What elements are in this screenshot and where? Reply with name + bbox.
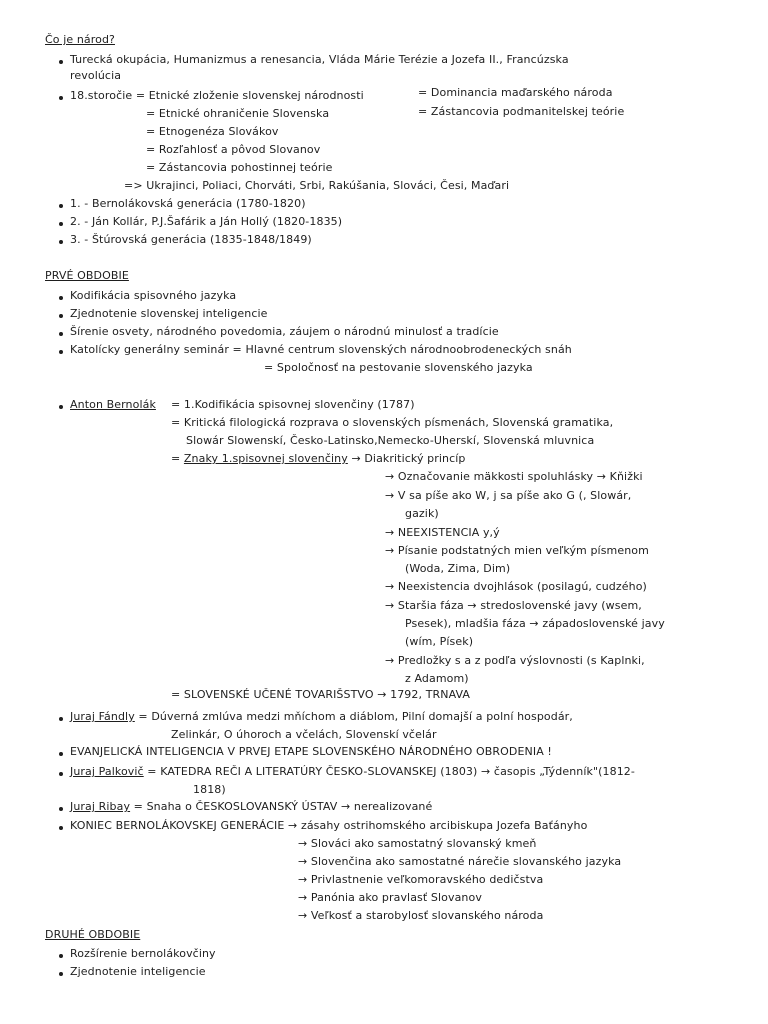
list-item: Rozšírenie bernolákovčiny — [70, 947, 216, 960]
sub-line: = SLOVENSKÉ UČENÉ TOVARIŠSTVO → 1792, TRNAVA — [171, 688, 471, 701]
arrow-line: → V sa píše ako W, j sa píše ako G (, Slowár, — [385, 489, 632, 502]
bullet — [59, 60, 63, 64]
arrow-line-cont: gazik) — [405, 507, 439, 520]
bullet — [59, 296, 63, 300]
list-item: KONIEC BERNOLÁKOVSKEJ GENERÁCIE → zásahy ostrihomského arcibiskupa Jozefa Baťányho — [70, 819, 588, 832]
bullet — [59, 807, 63, 811]
list-item: Turecká okupácia, Humanizmus a renesancia, Vláda Márie Terézie a Jozefa II., Francúzska — [70, 53, 569, 66]
arrow-line: → Veľkosť a starobylosť slovanského národa — [298, 909, 544, 922]
person-name-ribay: Juraj Ribay — [70, 800, 131, 813]
sub-line: = Rozľahlosť a pôvod Slovanov — [146, 143, 321, 156]
arrow-line: → Predložky s a z podľa výslovnosti (s Kaplnki, — [385, 654, 645, 667]
sub-line: = Etnogenéza Slovákov — [146, 125, 279, 138]
sub-line: = Etnické ohraničenie Slovenska — [146, 107, 330, 120]
sub-line: Slowár Slowenskí, Česko-Latinsko,Nemecko-Uherskí, Slovenská mluvnica — [186, 434, 595, 447]
list-item: EVANJELICKÁ INTELIGENCIA V PRVEJ ETAPE SLOVENSKÉHO NÁRODNÉHO OBRODENIA ! — [70, 745, 552, 758]
section-heading-co-je-narod: Čo je národ? — [45, 33, 115, 46]
sub-line: = Kritická filologická rozprava o slovenských písmenách, Slovenská gramatika, — [171, 416, 614, 429]
arrow-line-cont: z Adamom) — [405, 672, 469, 685]
arrow-line: → Slováci ako samostatný slovanský kmeň — [298, 837, 537, 850]
bullet — [59, 772, 63, 776]
list-item-fandly — [70, 708, 573, 726]
arrow-line: → NEEXISTENCIA y,ý — [385, 526, 500, 539]
list-item: Zjednotenie inteligencie — [70, 965, 206, 978]
list-item: 18.storočie = Etnické zloženie slovenskej národnosti — [70, 89, 364, 102]
arrow-line: → Slovenčina ako samostatné nárečie slovanského jazyka — [298, 855, 622, 868]
list-item: 3. - Štúrovská generácia (1835-1848/1849) — [70, 233, 312, 246]
list-item: Šírenie osvety, národného povedomia, záujem o národnú minulosť a tradície — [70, 325, 499, 338]
list-item: Katolícky generálny seminár = Hlavné centrum slovenských národnoobrodeneckých snáh — [70, 343, 572, 356]
bullet — [59, 314, 63, 318]
equals-sign: = — [171, 452, 184, 465]
bullet — [59, 204, 63, 208]
bullet — [59, 350, 63, 354]
section-heading-prve-obdobie: PRVÉ OBDOBIE — [45, 269, 129, 282]
bullet — [59, 240, 63, 244]
person-name-fandly: Juraj Fándly — [70, 710, 135, 723]
arrow-line-cont: (wím, Písek) — [405, 635, 474, 648]
bullet — [59, 826, 63, 830]
list-item-right-note: = Zástancovia podmanitelskej teórie — [418, 105, 625, 118]
list-item-continuation: 1818) — [193, 783, 226, 796]
znaky-heading: Znaky 1.spisovnej slovenčiny — [183, 452, 348, 465]
arrow-line: → Panónia ako pravlasť Slovanov — [298, 891, 482, 904]
bullet — [59, 405, 63, 409]
arrow-line-cont: Psesek), mladšia fáza → západoslovenské javy — [405, 617, 665, 630]
bullet — [59, 96, 63, 100]
arrow-line: → Privlastnenie veľkomoravského dedičstva — [298, 873, 544, 886]
ribay-text: = Snaha o ČESKOSLOVANSKÝ ÚSTAV → nerealizované — [130, 800, 433, 813]
palkovic-text: = KATEDRA REČI A LITERATÚRY ČESKO-SLOVANSKEJ (1803) → časopis „Týdenník"(1812- — [143, 765, 635, 778]
bullet — [59, 752, 63, 756]
arrow-line: → Staršia fáza → stredoslovenské javy (wsem, — [385, 599, 642, 612]
fandly-text: = Dúverná zmlúva medzi mňíchom a diáblom, Pilní domajší a polní hospodár, — [134, 710, 573, 723]
list-item-continuation: Zelinkár, O úhoroch a včelách, Slovenskí včelár — [171, 728, 437, 741]
list-item-palkovic — [70, 763, 635, 781]
arrow-line: → Neexistencia dvojhlások (posilagú, cudzého) — [385, 580, 647, 593]
arrow-line: → Písanie podstatných mien veľkým písmenom — [385, 544, 649, 557]
bullet — [59, 717, 63, 721]
list-item-ribay — [70, 798, 432, 816]
list-item: 2. - Ján Kollár, P.J.Šafárik a Ján Hollý (1820-1835) — [70, 215, 343, 228]
list-item: 1. - Bernolákovská generácia (1780-1820) — [70, 197, 306, 210]
bullet — [59, 332, 63, 336]
bullet — [59, 972, 63, 976]
bullet — [59, 954, 63, 958]
list-item: Kodifikácia spisovného jazyka — [70, 289, 237, 302]
sub-line: = Zástancovia pohostinnej teórie — [146, 161, 333, 174]
sub-line: => Ukrajinci, Poliaci, Chorváti, Srbi, Rakúšania, Slováci, Česi, Maďari — [124, 179, 510, 192]
section-heading-druhe-obdobie: DRUHÉ OBDOBIE — [45, 928, 141, 941]
sub-line: = 1.Kodifikácia spisovnej slovenčiny (1787) — [171, 398, 415, 411]
arrow-line: → Označovanie mäkkosti spoluhlásky → Kňižki — [385, 470, 643, 483]
bullet — [59, 222, 63, 226]
list-item: Zjednotenie slovenskej inteligencie — [70, 307, 268, 320]
list-item-continuation: revolúcia — [70, 69, 122, 82]
znaky-tail: → Diakritický princíp — [347, 452, 466, 465]
arrow-line-cont: (Woda, Zima, Dim) — [405, 562, 511, 575]
list-item-right-note: = Dominancia maďarského národa — [418, 86, 613, 99]
person-name-bernolak: Anton Bernolák — [70, 398, 156, 411]
sub-line: = Spoločnosť na pestovanie slovenského jazyka — [264, 361, 533, 374]
sub-line-znaky — [171, 450, 466, 468]
person-name-palkovic: Juraj Palkovič — [70, 765, 144, 778]
